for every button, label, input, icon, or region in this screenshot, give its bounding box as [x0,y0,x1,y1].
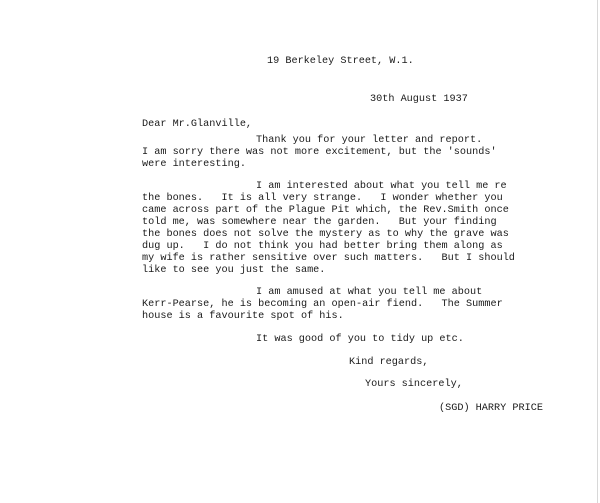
paragraph-2-line: came across part of the Plague Pit which, the Rev.Smith once [142,205,509,216]
paragraph-2-line: I am interested about what you tell me re [256,181,507,192]
letter-date: 30th August 1937 [370,94,468,105]
paragraph-2-line: dug up. I do not think you had better bring them along as [142,241,503,252]
paragraph-1-line: were interesting. [142,159,246,170]
paragraph-4: It was good of you to tidy up etc. [256,334,464,345]
paragraph-2-line: told me, was somewhere near the garden. But your finding [142,217,497,228]
paragraph-2-line: the bones does not solve the mystery as to why the grave was [142,229,509,240]
paragraph-3-line: I am amused at what you tell me about [256,287,483,298]
closing-regards: Kind regards, [349,357,429,368]
paragraph-3-line: Kerr-Pearse, he is becoming an open-air fiend. The Summer [142,299,503,310]
paragraph-2-line: my wife is rather sensitive over such matters. But I should [142,253,515,264]
paragraph-2-line: like to see you just the same. [142,265,326,276]
signature: (SGD) HARRY PRICE [439,403,543,414]
salutation: Dear Mr.Glanville, [142,119,253,130]
paragraph-1-line: I am sorry there was not more excitement, but the 'sounds' [142,147,497,158]
closing-sincerely: Yours sincerely, [365,379,463,390]
paragraph-2-line: the bones. It is all very strange. I wonder whether you [142,193,503,204]
page-edge [597,0,598,503]
paragraph-1-line: Thank you for your letter and report. [256,135,483,146]
paragraph-3-line: house is a favourite spot of his. [142,311,344,322]
sender-address: 19 Berkeley Street, W.1. [267,56,414,67]
